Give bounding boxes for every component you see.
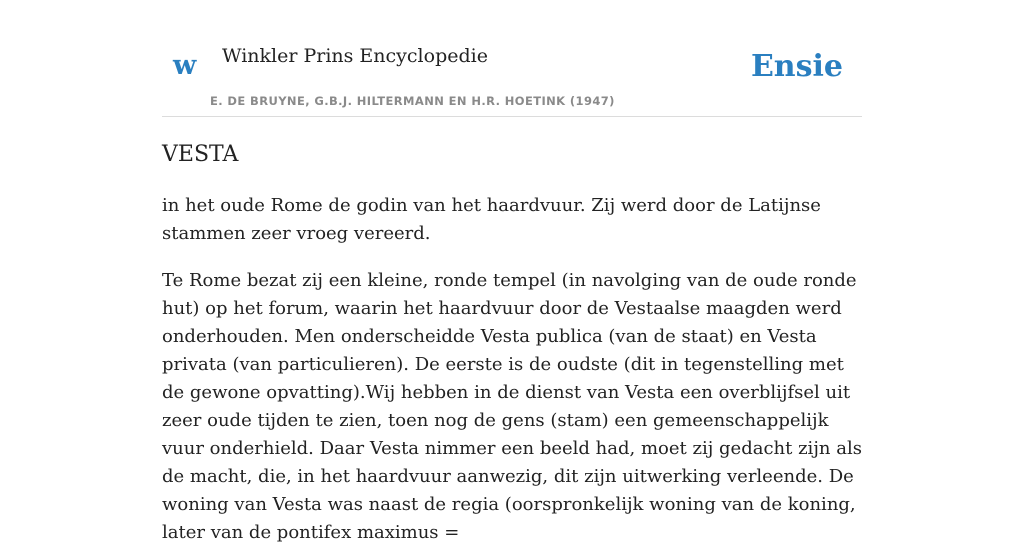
winkler-prins-logo[interactable]: w <box>173 50 197 81</box>
article-paragraph: in het oude Rome de godin van het haardvuur. Zij werd door de Latijnse stammen zeer vroeg vereerd. <box>162 195 821 244</box>
article-body <box>162 140 862 547</box>
article-paragraph: Te Rome bezat zij een kleine, ronde tempel (in navolging van de oude ronde hut) op het forum, waarin het haardvuur door de Vestaalse maagden werd onderhouden. Men onderscheidde Vesta publica (van de staat) en Vesta privata (van particulieren). De eerste is de oudste (dit in tegenstelling met de gewone opvatting).Wij hebben in de dienst van Vesta een overblijfsel uit zeer oude tijden te zien, toen nog de gens (stam) een gemeenschappelijk vuur onderhield. Daar Vesta nimmer een beeld had, moet zij gedacht zijn als de macht, die, in het haardvuur aanwezig, dit zijn uitwerking verleende. De woning van Vesta was naast de regia (oorspronkelijk woning van de koning, later van de pontifex maximus = <box>162 270 862 543</box>
ensie-logo[interactable]: Ensie <box>750 49 843 84</box>
source-header <box>162 0 862 117</box>
entry-title: VESTA <box>162 142 239 167</box>
source-authors: E. DE BRUYNE, G.B.J. HILTERMANN EN H.R. HOETINK (1947) <box>210 94 615 108</box>
source-title[interactable]: Winkler Prins Encyclopedie <box>222 45 488 67</box>
